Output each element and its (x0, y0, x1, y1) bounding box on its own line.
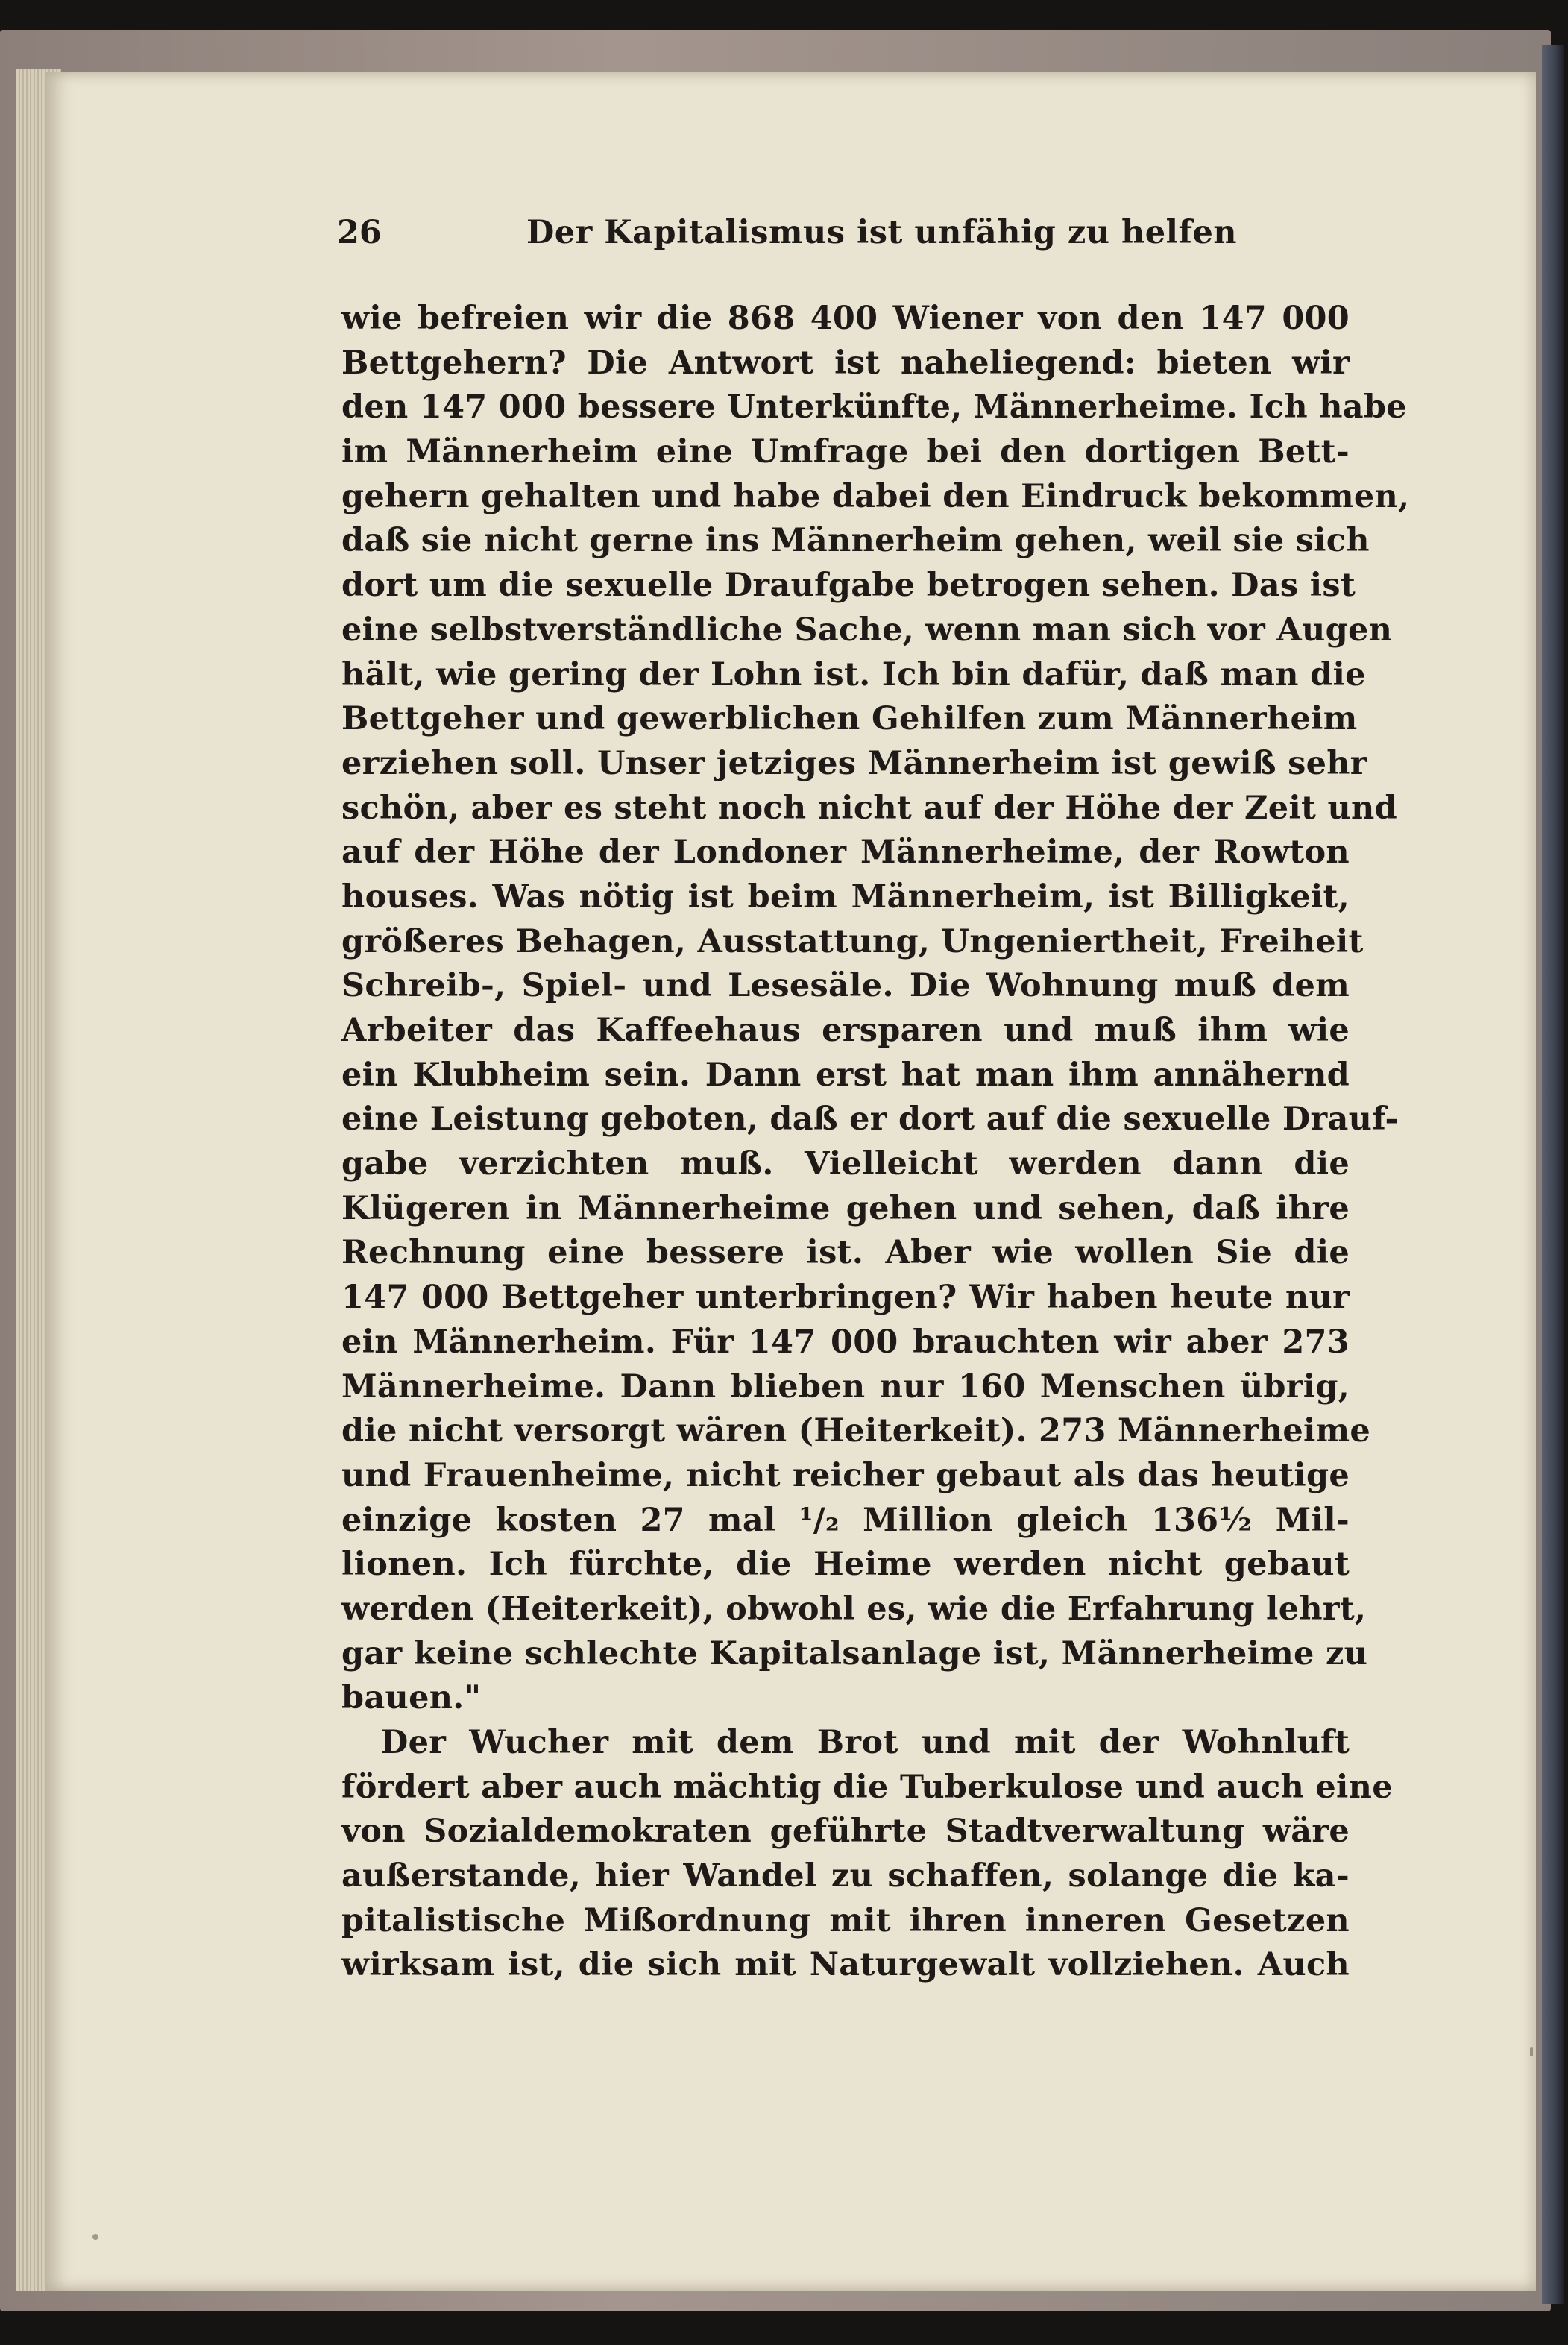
paper-spot (92, 2234, 98, 2240)
text-line: von Sozialdemokraten geführte Stadtverwaltung wäre (341, 1813, 1350, 1851)
text-line: dort um die sexuelle Draufgabe betrogen sehen. Das ist (341, 567, 1356, 605)
text-line: den 147 000 bessere Unterkünfte, Männerheime. Ich habe (341, 388, 1407, 426)
text-line: hält, wie gering der Lohn ist. Ich bin dafür, daß man die (341, 655, 1366, 693)
text-line: erziehen soll. Unser jetziges Männerheim ist gewiß sehr (341, 744, 1367, 782)
text-line: Klügeren in Männerheime gehen und sehen, daß ihre (341, 1189, 1350, 1227)
text-line: Bettgehern? Die Antwort ist naheliegend: bieten wir (341, 344, 1350, 382)
text-line: fördert aber auch mächtig die Tuberkulose und auch eine (341, 1768, 1393, 1806)
text-line: auf der Höhe der Londoner Männerheime, der Rowton (341, 834, 1350, 872)
text-line: eine Leistung geboten, daß er dort auf die sexuelle Drauf- (341, 1101, 1399, 1139)
text-line: im Männerheim eine Umfrage bei den dortigen Bett- (341, 433, 1350, 471)
text-line: daß sie nicht gerne ins Männerheim gehen, weil sie sich (341, 522, 1370, 560)
text-line: Arbeiter das Kaffeehaus ersparen und muß ihm wie (341, 1012, 1350, 1049)
text-line: lionen. Ich fürchte, die Heime werden nicht gebaut (341, 1546, 1350, 1584)
text-line: die nicht versorgt wären (Heiterkeit). 273 Männerheime (341, 1412, 1371, 1450)
text-line: und Frauenheime, nicht reicher gebaut als das heutige (341, 1456, 1350, 1494)
text-line: schön, aber es steht noch nicht auf der Höhe der Zeit und (341, 789, 1397, 827)
text-line: Bettgeher und gewerblichen Gehilfen zum Männerheim (341, 700, 1358, 738)
text-line: 147 000 Bettgeher unterbringen? Wir haben heute nur (341, 1279, 1350, 1317)
text-line: bauen." (341, 1679, 482, 1717)
text-line: Der Wucher mit dem Brot und mit der Wohnluft (380, 1724, 1350, 1761)
text-line: gar keine schlechte Kapitalsanlage ist, Männerheime zu (341, 1634, 1368, 1672)
text-line: größeres Behagen, Ausstattung, Ungeniertheit, Freiheit (341, 922, 1364, 960)
text-line: gehern gehalten und habe dabei den Eindruck bekommen, (341, 477, 1410, 515)
running-head: Der Kapitalismus ist unfähig zu helfen (526, 214, 1238, 251)
text-line: Männerheime. Dann blieben nur 160 Menschen übrig, (341, 1367, 1350, 1406)
text-line: gabe verzichten muß. Vielleicht werden dann die (341, 1145, 1350, 1183)
text-line: eine selbstverständliche Sache, wenn man sich vor Augen (341, 611, 1393, 649)
page-header (337, 210, 1351, 255)
text-line: ein Männerheim. Für 147 000 brauchten wir aber 273 (341, 1323, 1350, 1361)
cover-edge (1542, 45, 1564, 2304)
text-line: außerstande, hier Wandel zu schaffen, solange die ka- (341, 1857, 1350, 1895)
page-number: 26 (337, 214, 382, 251)
text-line: werden (Heiterkeit), obwohl es, wie die Erfahrung lehrt, (341, 1590, 1367, 1628)
text-line: wirksam ist, die sich mit Naturgewalt vollziehen. Auch (341, 1946, 1350, 1984)
text-line: Rechnung eine bessere ist. Aber wie wollen Sie die (341, 1234, 1350, 1272)
text-line: Schreib-, Spiel- und Lesesäle. Die Wohnung muß dem (341, 967, 1350, 1005)
text-line: pitalistische Mißordnung mit ihren inneren Gesetzen (341, 1901, 1350, 1939)
text-line: wie befreien wir die 868 400 Wiener von den 147 000 (341, 300, 1350, 337)
body-text (341, 297, 1410, 1988)
paper-spot (1530, 2047, 1533, 2056)
text-line: ein Klubheim sein. Dann erst hat man ihm annähernd (341, 1056, 1350, 1094)
text-line: houses. Was nötig ist beim Männerheim, ist Billigkeit, (341, 878, 1350, 916)
text-line: einzige kosten 27 mal ¹/₂ Million gleich 136½ Mil- (341, 1501, 1350, 1539)
